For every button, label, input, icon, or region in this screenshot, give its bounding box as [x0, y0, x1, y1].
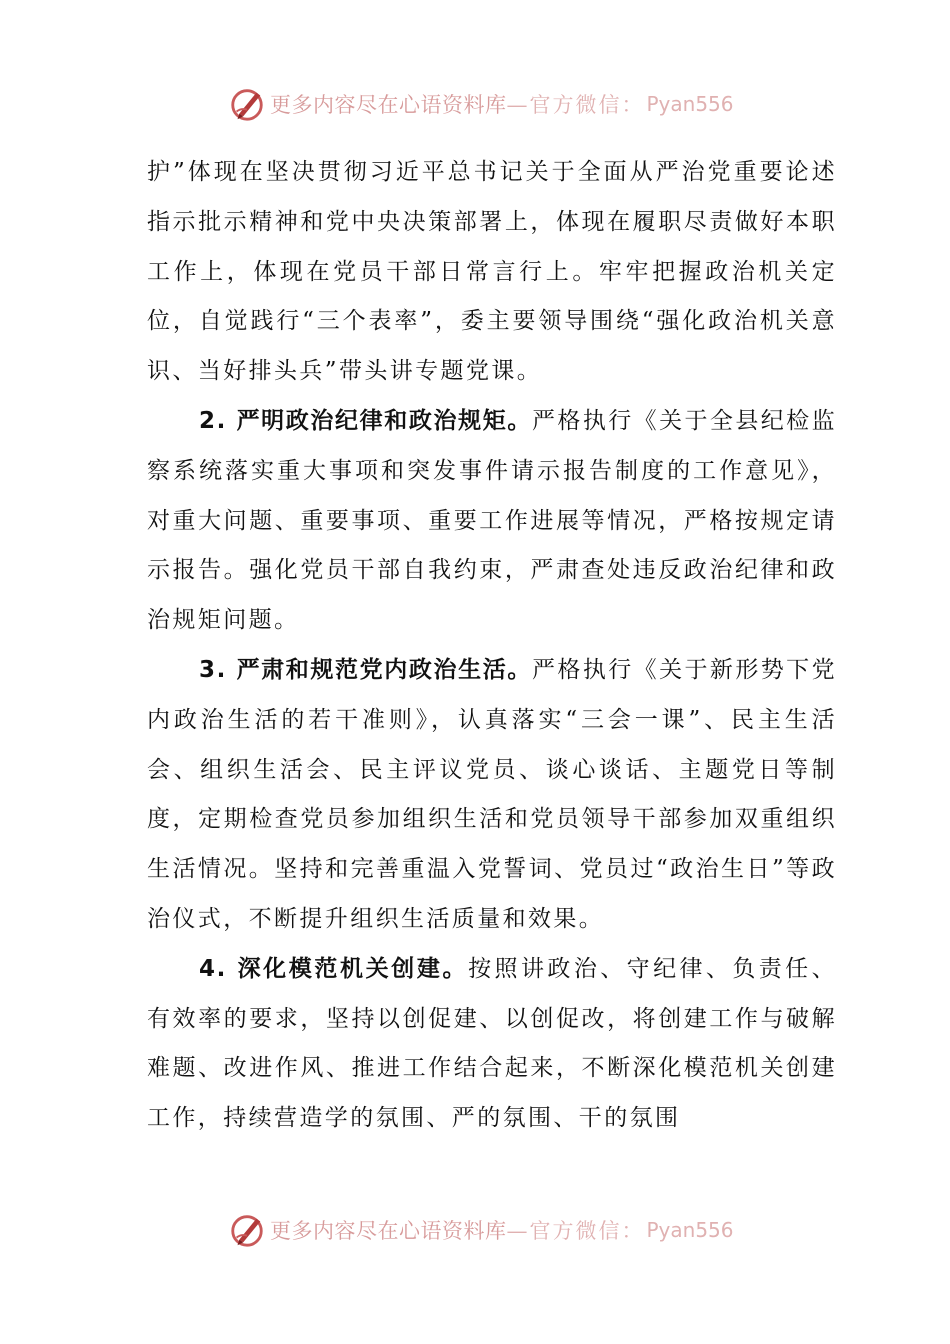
watermark-id-text: Pyan556: [646, 92, 734, 116]
watermark-sub-text: —官方微信：: [506, 93, 645, 117]
paragraph-body: 按照讲政治、守纪律、负责任、有效率的要求，坚持以创促建、以创促改，将创建工作与破解难题、改进作风、推进工作结合起来，不断深化模范机关创建工作，持续营造学的氛围、严的氛围、干的氛围: [147, 955, 837, 1132]
paragraph-heading: 2. 严明政治纪律和政治规矩。: [199, 407, 532, 434]
paragraph-body: 严格执行《关于新形势下党内政治生活的若干准则》，认真落实“三会一课”、民主生活会、组织生活会、民主评议党员、谈心谈话、主题党日等制度，定期检查党员参加组织生活和党员领导干部参加双重组织生活情况。坚持和完善重温入党誓词、党员过“政治生日”等政治仪式，不断提升组织生活质量和效果。: [147, 656, 838, 932]
paragraph-heading: 4. 深化模范机关创建。: [199, 955, 469, 982]
paragraph-heading: 3. 严肃和规范党内政治生活。: [199, 656, 532, 683]
paragraph-item-4: [147, 945, 837, 1144]
paragraph-continuation: [147, 148, 837, 397]
watermark-sub-text: —官方微信：: [506, 1219, 645, 1243]
footer-watermark: [228, 1210, 734, 1250]
paragraph-item-3: [147, 646, 837, 945]
pen-logo-icon: [228, 85, 266, 123]
paragraph-body: 严格执行《关于全县纪检监察系统落实重大事项和突发事件请示报告制度的工作意见》，对重大问题、重要事项、重要工作进展等情况，严格按规定请示报告。强化党员干部自我约束，严肃查处违反政治纪律和政治规矩问题。: [147, 407, 838, 634]
watermark-id-text: Pyan556: [646, 1218, 734, 1242]
watermark-main-text: 更多内容尽在心语资料库: [270, 93, 507, 117]
paragraph-body: 护”体现在坚决贯彻习近平总书记关于全面从严治党重要论述指示批示精神和党中央决策部署上，体现在履职尽责做好本职工作上，体现在党员干部日常言行上。牢牢把握政治机关定位，自觉践行“三个表率”，委主要领导围绕“强化政治机关意识、当好排头兵”带头讲专题党课。: [147, 159, 837, 385]
document-body: [147, 148, 837, 1144]
watermark-main-text: 更多内容尽在心语资料库: [270, 1219, 507, 1243]
paragraph-item-2: [147, 397, 837, 646]
pen-logo-icon: [228, 1211, 266, 1249]
header-watermark: [228, 84, 734, 124]
